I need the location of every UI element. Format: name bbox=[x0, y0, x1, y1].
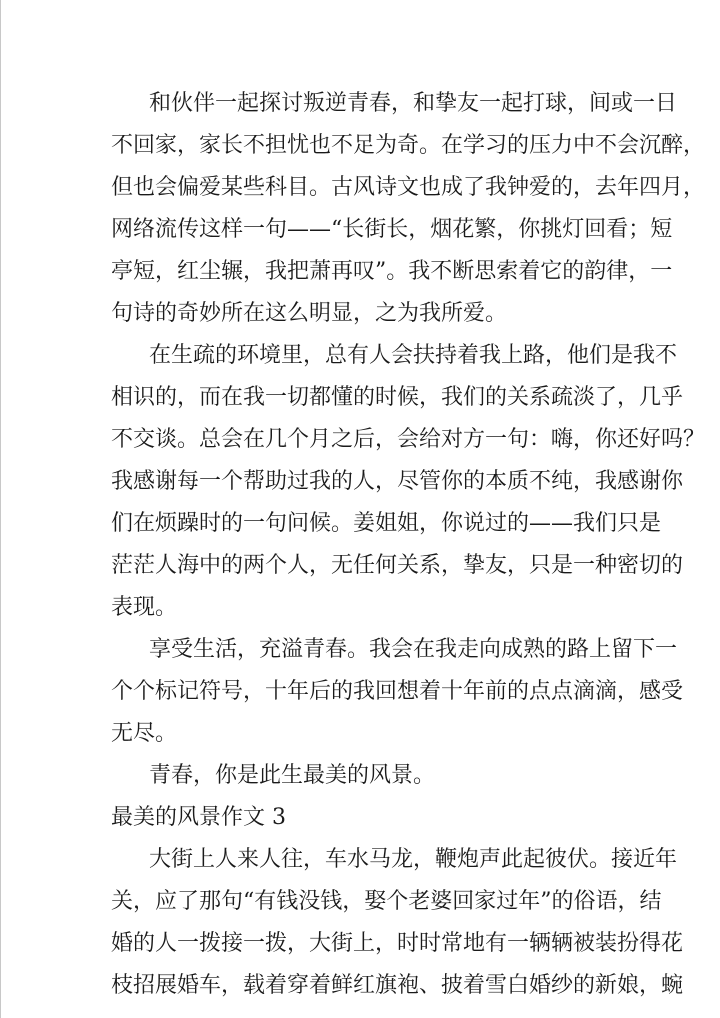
text-line: 大街上人来人往，车水马龙，鞭炮声此起彼伏。接近年 bbox=[149, 847, 678, 872]
text-line: 茫茫人海中的两个人，无任何关系，挚友，只是一种密切的 bbox=[111, 553, 684, 578]
text-line: 享受生活，充溢青春。我会在我走向成熟的路上留下一 bbox=[149, 637, 678, 662]
text-line: 网络流传这样一句——“长街长，烟花繁，你挑灯回看；短 bbox=[111, 217, 673, 242]
text-line: 但也会偏爱某些科目。古风诗文也成了我钟爱的，去年四月， bbox=[111, 175, 706, 200]
text-line: 在生疏的环境里，总有人会扶持着我上路，他们是我不 bbox=[149, 343, 678, 368]
text-line: 表现。 bbox=[111, 595, 178, 620]
text-line: 不回家，家长不担忧也不足为奇。在学习的压力中不会沉醉， bbox=[111, 133, 706, 158]
text-line: 相识的，而在我一切都懂的时候，我们的关系疏淡了，几乎 bbox=[111, 385, 684, 410]
text-line: 不交谈。总会在几个月之后，会给对方一句：嗨，你还好吗？ bbox=[111, 427, 706, 452]
text-line: 青春，你是此生最美的风景。 bbox=[149, 763, 436, 788]
text-line: 们在烦躁时的一句问候。姜姐姐，你说过的——我们只是 bbox=[111, 511, 662, 536]
text-line: 句诗的奇妙所在这么明显，之为我所爱。 bbox=[111, 301, 508, 326]
section-heading: 最美的风景作文 3 bbox=[111, 805, 286, 830]
text-line: 亭短，红尘辗，我把萧再叹”。我不断思索着它的韵律，一 bbox=[111, 259, 673, 284]
text-line: 我感谢每一个帮助过我的人，尽管你的本质不纯，我感谢你 bbox=[111, 469, 684, 494]
text-line: 婚的人一拨接一拨，大街上，时时常地有一辆辆被装扮得花 bbox=[111, 931, 684, 956]
text-line: 枝招展婚车，载着穿着鲜红旗袍、披着雪白婚纱的新娘，蜿 bbox=[111, 973, 684, 998]
text-line: 个个标记符号，十年后的我回想着十年前的点点滴滴，感受 bbox=[111, 679, 684, 704]
text-line: 和伙伴一起探讨叛逆青春，和挚友一起打球，间或一日 bbox=[149, 91, 678, 116]
text-line: 无尽。 bbox=[111, 721, 178, 746]
text-line: 关，应了那句“有钱没钱，娶个老婆回家过年”的俗语，结 bbox=[111, 889, 662, 914]
